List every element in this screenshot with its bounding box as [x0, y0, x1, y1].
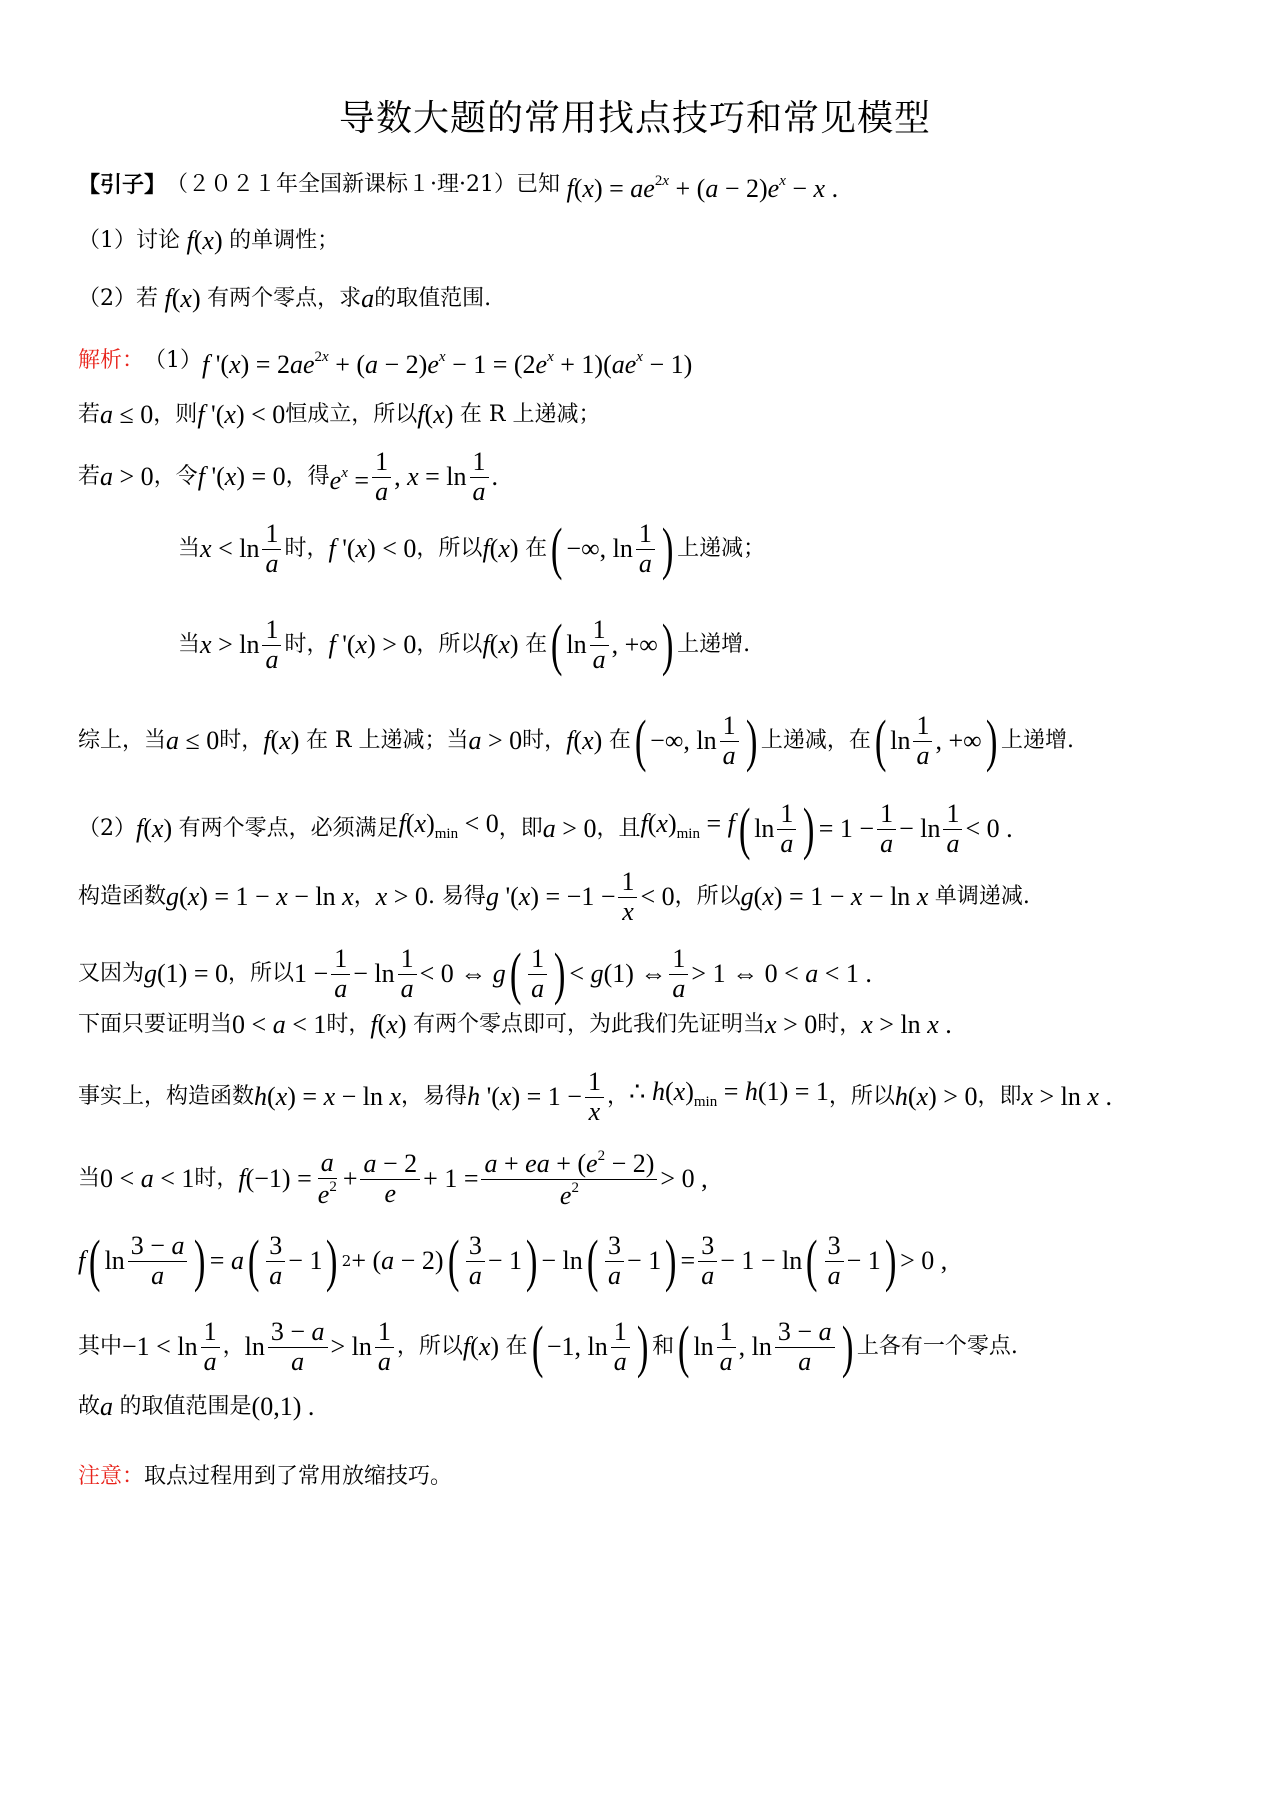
- solution-line-3: 若 a > 0 ，令 f '(x) = 0 ，得 $e^x$ = $\frac{1}{a}$ , x = ln 1 a .: [78, 447, 498, 506]
- solution-line-4: 当 x < ln 1 a 时， f '(x) < 0 ，所以 f(x) 在 ( −∞, ln 1 a ) 上递减；: [178, 516, 766, 582]
- note-text: 取点过程用到了常用放缩技巧。: [144, 1464, 453, 1489]
- note-line: [78, 1462, 452, 1492]
- solution-line-6: 综上，当 a ≤ 0 时， f(x) 在 R 上递减；当 a > 0 时， f(x) 在 ( −∞, ln 1 a ) 上递减，在 ( ln 1 a , +∞ ) 上递增.: [78, 708, 1075, 774]
- intro-source: （２０２１年全国新课标１·理·21）已知: [166, 172, 560, 197]
- solution-line-14: 其中 −1 < ln 1 a ， ln 3 − a a > ln 1 a ，所以 f(x) 在 ( −1, ln 1 a ) 和 ( ln 1 a , ln 3 − a a ) 上各有一个零点.: [78, 1314, 1018, 1380]
- solution-line-8: 构造函数 g(x) = 1 − x − ln x ， x > 0 . 易得 g '(x) = −1 − $\frac{1}{x}$ < 0 ，所以 g(x) = 1 − x − ln x 单调递减.: [78, 867, 1030, 926]
- solution-line-7: （2） f(x) 有两个零点，必须满足 $f(x)_{min} < 0$ ，即 a > 0 ，且 $f(x)_{min} = f$ ( ln 1 a ) = 1 − $\frac{1}{a}$ − ln 1 a < 0 .: [78, 796, 1013, 862]
- page-title: 导数大题的常用找点技巧和常见模型: [338, 98, 931, 139]
- question-1: （1）讨论 f(x) 的单调性；: [78, 226, 340, 255]
- solution-line-5: 当 x > ln 1 a 时， f '(x) > 0 ，所以 f(x) 在 ( ln 1 a , +∞ ) 上递增.: [178, 612, 751, 678]
- solution-line-1: 解析： （1） f '$(x) = 2ae^{2x} + (a - 2)e^x - 1 = (2e^x + 1)(ae^x - 1)$: [78, 348, 693, 379]
- solution-line-10: 下面只要证明当 0 < a < 1 时， f(x) 有两个零点即可，为此我们先证明当 x > 0 时， x > ln x .: [78, 1010, 952, 1039]
- intro-tag: 【引子】: [78, 172, 167, 198]
- question-2: （2）若 f(x) 有两个零点，求 a 的取值范围.: [78, 284, 492, 313]
- intro-line: [78, 166, 838, 204]
- intro-formula: $f(x) = ae^{2x} + (a - 2)e^x - x$ .: [566, 173, 839, 203]
- solution-line-13: f ( ln 3 − a a ) = a ( 3 a − 1 ) 2 + (a − 2) ( 3 a − 1 ) − ln ( 3 a − 1 ) = $\frac{3}{a}$ − 1 − ln ( 3 a − 1 ) > 0 ,: [78, 1228, 948, 1294]
- solution-heading: 解析：: [78, 348, 145, 373]
- solution-line-2: 若 a ≤ 0 ，则 f '(x) < 0 恒成立，所以 f(x) 在 R 上递减；: [78, 400, 601, 429]
- solution-line-12: 当 0 < a < 1 时， f(−1) = $\frac{a}{e^2}$ + $\frac{a - 2}{e}$ + 1 = $\frac{a + ea + (e^2 - 2)}{e^2}$ > 0 ,: [78, 1148, 708, 1210]
- solution-line-9: 又因为 g(1) = 0 ，所以 1 − $\frac{1}{a}$ − ln 1 a < 0 ⇔ g ( 1 a ) < g(1) ⇔ 1 a > 1 ⇔ 0 < a < 1 .: [78, 941, 872, 1007]
- solution-line-15: 故 a 的取值范围是 (0,1) .: [78, 1392, 315, 1421]
- note-label: 注意：: [78, 1464, 145, 1489]
- solution-line-11: 事实上，构造函数 h(x) = x − ln x ，易得 h '(x) = 1 − $\frac{1}{x}$ ， ∴ $h(x)_{min} = h(1) = 1$ ，所以 h(x) > 0 ，即 x > ln x .: [78, 1067, 1112, 1126]
